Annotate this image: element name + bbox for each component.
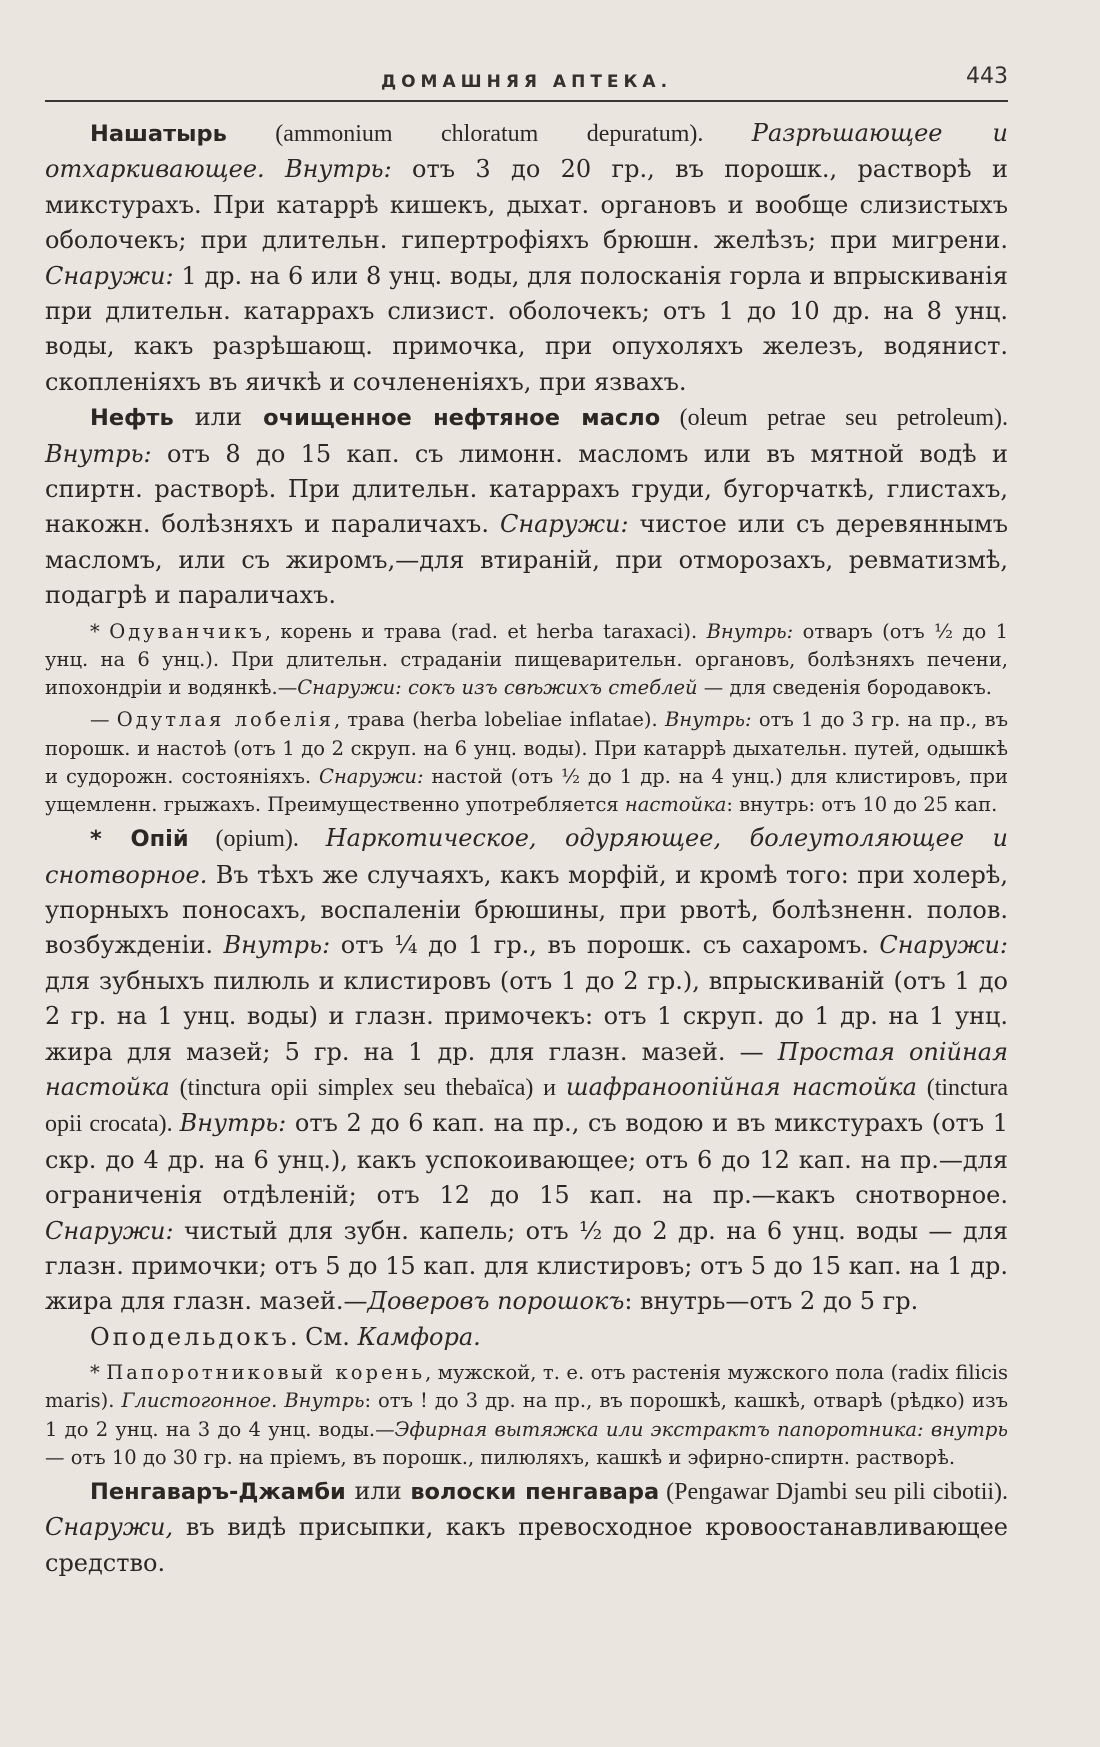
external-label: Снаружи: сокъ изъ свѣжихъ стеблей	[297, 676, 698, 700]
running-header	[45, 58, 1008, 102]
entry-text: , корень и трава (rad. et herba taraxaci).	[264, 619, 707, 643]
latin-name: (oleum petrae seu petroleum).	[660, 405, 1009, 432]
entry-heading: Пенгаваръ-Джамби	[90, 1479, 346, 1506]
asterisk: *	[90, 1361, 107, 1385]
internal-label: Внутрь:	[706, 619, 794, 643]
properties: Разрѣшающее и отхаркивающее.	[45, 119, 1008, 184]
dash: —	[90, 708, 117, 732]
running-title: ДОМАШНЯЯ АПТЕКА.	[380, 72, 673, 92]
internal-label: Внутрь	[277, 1389, 365, 1413]
entry-oduvanchik	[45, 618, 1008, 703]
entry-neft	[45, 400, 1008, 613]
external-label: Снаружи:	[319, 764, 424, 788]
internal-label: Внутрь:	[223, 931, 331, 960]
entry-text: . См.	[289, 1322, 358, 1351]
entry-text: , мужской, т. е. отъ растенiя мужского пола (radix filicis maris).	[45, 1361, 1008, 1413]
entry-heading: Нашатырь	[90, 121, 227, 147]
entry-heading: Папоротниковый корень	[106, 1361, 426, 1385]
page-number: 443	[966, 64, 1008, 89]
entry-nashatyr	[45, 116, 1008, 400]
simple-tincture-latin: (tinctura opii simplex seu thebaïca) и	[169, 1074, 566, 1101]
dover-powder: Доверовъ порошокъ	[367, 1287, 625, 1316]
entry-opiy	[45, 821, 1008, 1320]
internal-text: отъ 3 до 20 гр., въ порошк., растворѣ и микстурахъ. При катаррѣ кишекъ, дыхат. органовъ и вообще слизистыхъ оболочекъ; при длительн. гипертрофiяхъ брюшн. желѣзъ; при мигрени.	[45, 155, 1008, 255]
entry-heading-alt: очищенное нефтяное масло	[263, 405, 661, 432]
dover-text: : внутрь—отъ 2 до 5 гр.	[624, 1287, 919, 1316]
entry-heading: Опiй	[130, 826, 189, 853]
external-text: настой (отъ ½ до 1 др. на 4 унц.) для клистировъ, при ущемленн. грыжахъ. Преимущественно употребляется	[45, 764, 1008, 816]
internal-text-2: отъ 2 до 6 кап. на пр., съ водою и въ микстурахъ (отъ 1 скр. до 4 др. на 6 унц.), какъ успокоивающее; отъ 6 до 12 кап. на пр.—для ограниченiя отдѣленiй; отъ 12 до 15 кап. на пр.—какъ снотворное.	[45, 1109, 1008, 1210]
external-label: Снаружи:	[45, 261, 174, 290]
external-text: въ видѣ присыпки, какъ превосходное кровоостанавливающее средство.	[45, 1513, 1008, 1577]
asterisk: *	[90, 826, 131, 853]
external-text: — для сведенiя бородавокъ.	[697, 676, 992, 700]
cross-reference: Камфора.	[357, 1322, 481, 1351]
asterisk: *	[90, 619, 110, 643]
ether-extract: Эфирная вытяжка или экстрактъ папоротника: внутрь	[394, 1417, 1008, 1441]
properties: Глистогонное.	[121, 1389, 278, 1413]
internal-text: отъ 1 до 3 гр. на пр., въ порошк. и настоѣ (отъ 1 до 2 скруп. на 6 унц. воды). При катаррѣ дыхательн. путей, одышкѣ и судорожн. состоянiяхъ.	[45, 708, 1008, 788]
external-label: Снаружи,	[45, 1513, 174, 1542]
connector: или	[345, 1477, 411, 1506]
entry-heading: Одутлая лобелiя	[116, 708, 334, 732]
internal-label: Внутрь:	[664, 708, 752, 732]
entry-text: , трава (herba lobeliae inflatae).	[333, 708, 665, 732]
external-label-2: Снаружи:	[45, 1216, 174, 1245]
entry-text: Въ тѣхъ же случаяхъ, какъ морфiй, и кромѣ того: при холерѣ, упорныхъ поносахъ, воспаленiи брюшины, при рвотѣ, болѣзненн. полов. возбужденiи.	[45, 860, 1008, 960]
entry-opodeldok	[45, 1320, 1008, 1355]
page-body	[45, 102, 1008, 1581]
latin-name: (ammonium chloratum depuratum).	[226, 121, 752, 147]
properties: Наркотическое, одуряющее, болеутоляющее и снотворное.	[45, 824, 1008, 889]
tincture-text: : внутрь: отъ 10 до 25 кап.	[726, 792, 998, 816]
external-text: для зубныхъ пилюль и клистировъ (отъ 1 до 2 гр.), впрыскиванiй (отъ 1 до 2 гр. на 1 унц. воды) и глазн. примочекъ: отъ 1 скруп. до 1 др. на 1 унц. жира для мазей; 5 гр. на 1 др. для глазн. мазей. —	[45, 966, 1008, 1066]
saffron-tincture: шафранoопiйная настойка	[565, 1072, 917, 1101]
latin-name: (opium).	[188, 826, 326, 853]
entry-paporotnik	[45, 1359, 1008, 1472]
internal-label-2: Внутрь:	[179, 1109, 287, 1138]
saffron-tincture-latin: (tinctura opii crocata).	[45, 1074, 1009, 1138]
ether-text: — отъ 10 до 30 гр. на прiемъ, въ порошк., пилюляхъ, кашкѣ и эфирно-спиртн. растворѣ.	[45, 1445, 956, 1469]
internal-text: отваръ (отъ ½ до 1 унц. на 6 унц.). При длительн. страданiи пищеварительн. органовъ, болѣзняхъ печени, ипохондрiи и водянкѣ.—	[45, 619, 1009, 700]
external-label: Снаружи:	[879, 931, 1009, 960]
entry-heading-alt: волоски пенгавара	[410, 1479, 660, 1506]
internal-text: : отъ ! до 3 др. на пр., въ порошкѣ, кашкѣ, отварѣ (рѣдко) изъ 1 до 2 унц. на 3 до 4 унц. воды.—	[45, 1389, 1008, 1441]
entry-heading: Одуванчикъ	[109, 619, 265, 643]
entry-lobelia	[45, 706, 1008, 819]
external-label: Снаружи:	[499, 510, 629, 539]
latin-name: (Pengawar Djambi seu pili cibotii).	[659, 1479, 1009, 1506]
entry-heading: Нефть	[90, 405, 174, 432]
connector: или	[173, 403, 264, 432]
internal-text: отъ 8 до 15 кап. съ лимонн. масломъ или въ мятной водѣ и спиртн. растворѣ. При длительн. катаррахъ груди, бугорчаткѣ, глистахъ, накожн. болѣзняхъ и параличахъ.	[45, 439, 1008, 539]
external-text: чистое или съ деревяннымъ масломъ, или съ жиромъ,—для втиранiй, при отморозахъ, ревматизмѣ, подагрѣ и параличахъ.	[45, 510, 1008, 610]
entry-heading: Оподельдокъ	[90, 1322, 290, 1351]
internal-label: Внутрь:	[45, 439, 152, 468]
entry-pengavar	[45, 1474, 1008, 1581]
internal-label: Внутрь:	[285, 155, 392, 184]
simple-tincture: Простая опiйная настойка	[45, 1037, 1009, 1101]
external-text-2: чистый для зубн. капель; отъ ½ до 2 др. на 6 унц. воды — для глазн. примочки; отъ 5 до 15 кап. для клистировъ; отъ 5 до 15 кап. на 1 др. жира для глазн. мазей.—	[45, 1216, 1008, 1316]
tincture-label: настойка	[624, 792, 727, 816]
external-text: 1 др. на 6 или 8 унц. воды, для полосканiя горла и впрыскиванiя при длительн. катаррахъ слизист. оболочекъ; отъ 1 до 10 др. на 8 унц. воды, какъ разрѣшающ. примочка, при опухоляхъ железъ, водянист. скопленiяхъ въ яичкѣ и сочлененiяхъ, при язвахъ.	[45, 261, 1008, 396]
internal-text: отъ ¼ до 1 гр., въ порошк. съ сахаромъ.	[330, 931, 880, 960]
